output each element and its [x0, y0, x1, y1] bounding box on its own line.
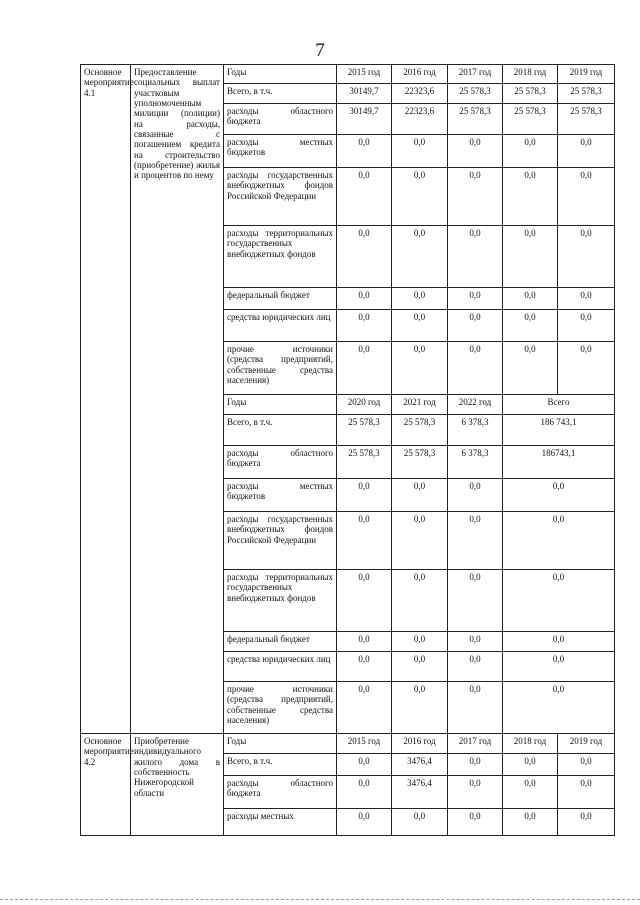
amount-cell: 25 578,3: [503, 84, 558, 104]
amount-cell: 0,0: [503, 135, 558, 168]
amount-cell: 3476,4: [392, 754, 448, 776]
amount-cell: 0,0: [392, 310, 448, 342]
activity-name: Предоставление социальных выплат участковым уполномоченным милиции (полиции) на расходы, связанные с погашением кредита на строительство (приобретение) жилья и процентов по нему: [131, 65, 224, 734]
total-header: Всего: [503, 395, 615, 415]
amount-cell: 0,0: [448, 682, 503, 734]
amount-cell: 0,0: [448, 776, 503, 809]
year-header: 2016 год: [392, 734, 448, 754]
year-header: 2018 год: [503, 65, 558, 84]
year-header: 2018 год: [503, 734, 558, 754]
amount-cell: 0,0: [503, 809, 558, 836]
years-label: Годы: [224, 395, 337, 415]
funding-source-label: прочие источники (средства предприятий, собственные средства населения): [224, 682, 337, 734]
page-number: 7: [315, 40, 325, 61]
amount-cell: 0,0: [392, 512, 448, 570]
amount-cell: 0,0: [392, 809, 448, 836]
amount-cell: 0,0: [392, 632, 448, 652]
amount-cell: 0,0: [503, 226, 558, 288]
amount-cell: 30149,7: [337, 104, 392, 135]
amount-cell: 0,0: [558, 310, 615, 342]
budget-table-body: [81, 65, 615, 836]
year-header: 2015 год: [337, 734, 392, 754]
amount-cell: 0,0: [558, 168, 615, 226]
funding-source-label: федеральный бюджет: [224, 632, 337, 652]
amount-cell: 6 378,3: [448, 415, 503, 446]
funding-source-label: расходы территориальных государственных внебюджетных фондов: [224, 570, 337, 632]
amount-cell: 0,0: [337, 479, 392, 512]
activity-name: Приобретение индивидуального жилого дома в собственность Нижегородской области: [131, 734, 224, 836]
amount-cell: 0,0: [337, 342, 392, 395]
amount-cell: 0,0: [558, 135, 615, 168]
amount-cell: 0,0: [337, 310, 392, 342]
amount-cell: 0,0: [337, 226, 392, 288]
year-header: 2019 год: [558, 734, 615, 754]
budget-table: [80, 64, 615, 836]
amount-cell: 0,0: [392, 135, 448, 168]
year-header: 2022 год: [448, 395, 503, 415]
year-header: 2015 год: [337, 65, 392, 84]
amount-cell: 0,0: [337, 682, 392, 734]
funding-source-label: расходы государственных внебюджетных фондов Российской Федерации: [224, 512, 337, 570]
funding-source-label: Всего, в т.ч.: [224, 415, 337, 446]
amount-cell: 0,0: [337, 512, 392, 570]
amount-cell: 0,0: [503, 754, 558, 776]
amount-cell: 0,0: [448, 342, 503, 395]
amount-cell: 0,0: [448, 632, 503, 652]
amount-cell: 6 378,3: [448, 446, 503, 479]
amount-cell: 0,0: [392, 479, 448, 512]
total-cell: 0,0: [503, 479, 615, 512]
amount-cell: 25 578,3: [558, 84, 615, 104]
amount-cell: 25 578,3: [503, 104, 558, 135]
amount-cell: 0,0: [392, 682, 448, 734]
funding-source-label: расходы местных бюджетов: [224, 479, 337, 512]
amount-cell: 25 578,3: [448, 84, 503, 104]
amount-cell: 0,0: [448, 479, 503, 512]
amount-cell: 0,0: [558, 288, 615, 310]
amount-cell: 0,0: [448, 135, 503, 168]
year-header: 2017 год: [448, 734, 503, 754]
amount-cell: 0,0: [392, 570, 448, 632]
amount-cell: 0,0: [558, 226, 615, 288]
amount-cell: 0,0: [503, 288, 558, 310]
funding-source-label: расходы областного бюджета: [224, 104, 337, 135]
amount-cell: 0,0: [448, 168, 503, 226]
amount-cell: 0,0: [558, 342, 615, 395]
funding-source-label: расходы областного бюджета: [224, 446, 337, 479]
amount-cell: 0,0: [448, 288, 503, 310]
amount-cell: 0,0: [337, 288, 392, 310]
amount-cell: 0,0: [448, 310, 503, 342]
total-cell: 0,0: [503, 652, 615, 682]
years-label: Годы: [224, 734, 337, 754]
total-cell: 0,0: [503, 682, 615, 734]
amount-cell: 0,0: [558, 776, 615, 809]
funding-source-label: расходы областного бюджета: [224, 776, 337, 809]
funding-source-label: федеральный бюджет: [224, 288, 337, 310]
year-header: 2021 год: [392, 395, 448, 415]
year-header: 2019 год: [558, 65, 615, 84]
amount-cell: 0,0: [337, 809, 392, 836]
years-header-row: [81, 734, 615, 754]
funding-source-label: средства юридических лиц: [224, 310, 337, 342]
amount-cell: 0,0: [558, 809, 615, 836]
amount-cell: 25 578,3: [337, 446, 392, 479]
years-header-row: [81, 65, 615, 84]
total-cell: 186743,1: [503, 446, 615, 479]
amount-cell: 0,0: [503, 168, 558, 226]
funding-source-label: расходы государственных внебюджетных фондов Российской Федерации: [224, 168, 337, 226]
amount-cell: 0,0: [448, 754, 503, 776]
amount-cell: 0,0: [392, 288, 448, 310]
total-cell: 0,0: [503, 632, 615, 652]
funding-source-label: расходы местных: [224, 809, 337, 836]
year-header: 2016 год: [392, 65, 448, 84]
year-header: 2020 год: [337, 395, 392, 415]
funding-source-label: Всего, в т.ч.: [224, 754, 337, 776]
amount-cell: 0,0: [337, 754, 392, 776]
total-cell: 0,0: [503, 512, 615, 570]
amount-cell: 0,0: [337, 168, 392, 226]
amount-cell: 0,0: [337, 652, 392, 682]
amount-cell: 0,0: [337, 776, 392, 809]
amount-cell: 3476,4: [392, 776, 448, 809]
amount-cell: 0,0: [392, 652, 448, 682]
funding-source-label: прочие источники (средства предприятий, собственные средства населения): [224, 342, 337, 395]
amount-cell: 0,0: [503, 342, 558, 395]
amount-cell: 0,0: [448, 809, 503, 836]
amount-cell: 30149,7: [337, 84, 392, 104]
amount-cell: 25 578,3: [558, 104, 615, 135]
amount-cell: 0,0: [392, 168, 448, 226]
amount-cell: 25 578,3: [337, 415, 392, 446]
amount-cell: 22323,6: [392, 104, 448, 135]
amount-cell: 0,0: [448, 570, 503, 632]
amount-cell: 0,0: [503, 776, 558, 809]
funding-source-label: расходы территориальных государственных внебюджетных фондов: [224, 226, 337, 288]
amount-cell: 25 578,3: [448, 104, 503, 135]
amount-cell: 0,0: [558, 754, 615, 776]
total-cell: 186 743,1: [503, 415, 615, 446]
funding-source-label: расходы местных бюджетов: [224, 135, 337, 168]
amount-cell: 0,0: [392, 226, 448, 288]
amount-cell: 0,0: [337, 135, 392, 168]
amount-cell: 0,0: [392, 342, 448, 395]
amount-cell: 0,0: [448, 652, 503, 682]
amount-cell: 0,0: [448, 226, 503, 288]
funding-source-label: средства юридических лиц: [224, 652, 337, 682]
activity-id: Основное мероприятие 4.1: [81, 65, 131, 734]
funding-source-label: Всего, в т.ч.: [224, 84, 337, 104]
amount-cell: 22323,6: [392, 84, 448, 104]
total-cell: 0,0: [503, 570, 615, 632]
page-bottom-rule: [0, 899, 640, 900]
amount-cell: 0,0: [337, 570, 392, 632]
year-header: 2017 год: [448, 65, 503, 84]
amount-cell: 0,0: [503, 310, 558, 342]
amount-cell: 25 578,3: [392, 446, 448, 479]
amount-cell: 25 578,3: [392, 415, 448, 446]
activity-id: Основное мероприятие 4.2: [81, 734, 131, 836]
amount-cell: 0,0: [337, 632, 392, 652]
amount-cell: 0,0: [448, 512, 503, 570]
years-label: Годы: [224, 65, 337, 84]
